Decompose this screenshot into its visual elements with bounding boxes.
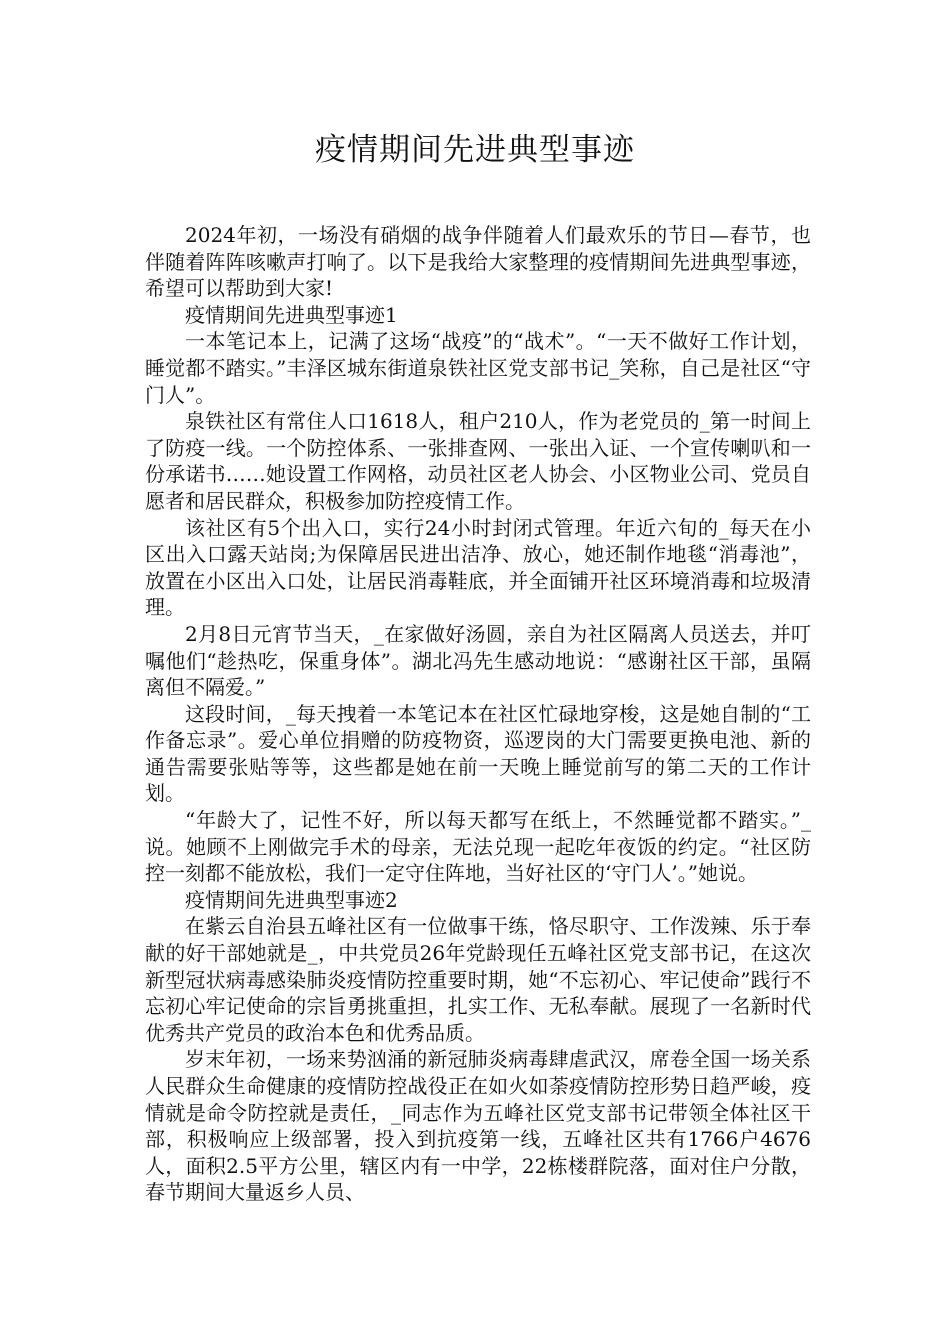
- section-heading-1: 疫情期间先进典型事迹1: [185, 302, 398, 327]
- intro-paragraph: 2024年初，一场没有硝烟的战争伴随着人们最欢乐的节日—春节，也伴随着阵阵咳嗽声打响了。以下是我给大家整理的疫情期间先进典型事迹，希望可以帮助到大家!: [145, 223, 811, 301]
- section-heading-2: 疫情期间先进典型事迹2: [185, 887, 398, 912]
- document-body: [145, 222, 811, 1206]
- body-paragraph: 在紫云自治县五峰社区有一位做事干练，恪尽职守、工作泼辣、乐于奉献的好干部她就是_，中共党员26年党龄现任五峰社区党支部书记，在这次新型冠状病毒感染肺炎疫情防控重要时期，她“不忘初心、牢记使命”践行不忘初心牢记使命的宗旨勇挑重担，扎实工作、无私奉献。展现了一名新时代优秀共产党员的政治本色和优秀品质。: [145, 914, 811, 1045]
- body-paragraph: 岁末年初，一场来势汹涌的新冠肺炎病毒肆虐武汉，席卷全国一场关系人民群众生命健康的疫情防控战役正在如火如荼疫情防控形势日趋严峻，疫情就是命令防控就是责任，_同志作为五峰社区党支部书记带领全体社区干部，积极响应上级部署，投入到抗疫第一线，五峰社区共有1766户4676人，面积2.5平方公里，辖区内有一中学，22栋楼群院落，面对住户分散，春节期间大量返乡人员、: [145, 1047, 811, 1205]
- body-paragraph: 该社区有5个出入口，实行24小时封闭式管理。年近六旬的_每天在小区出入口露天站岗;为保障居民进出洁净、放心，她还制作地毯“消毒池”，放置在小区出入口处，让居民消毒鞋底，并全面铺开社区环境消毒和垃圾清理。: [145, 515, 811, 620]
- body-paragraph: 泉铁社区有常住人口1618人，租户210人，作为老党员的_第一时间上了防疫一线。一个防控体系、一张排查网、一张出入证、一个宣传喇叭和一份承诺书……她设置工作网格，动员社区老人协会、小区物业公司、党员自愿者和居民群众，积极参加防控疫情工作。: [145, 409, 811, 513]
- body-paragraph: “年龄大了，记性不好，所以每天都写在纸上，不然睡觉都不踏实。”_说。她顾不上刚做完手术的母亲，无法兑现一起吃年夜饭的约定。“社区防控一刻都不能放松，我们一定守住阵地，当好社区的‘守门人’。”她说。: [145, 808, 811, 886]
- body-paragraph: 一本笔记本上，记满了这场“战疫”的“战术”。“一天不做好工作计划，睡觉都不踏实。”丰泽区城东街道泉铁社区党支部书记_笑称，自己是社区“守门人”。: [145, 329, 811, 407]
- document-title: 疫情期间先进典型事迹: [315, 132, 635, 168]
- body-paragraph: 这段时间，_每天拽着一本笔记本在社区忙碌地穿梭，这是她自制的“工作备忘录”。爱心单位捐赠的防疫物资，巡逻岗的大门需要更换电池、新的通告需要张贴等等，这些都是她在前一天晚上睡觉前写的第二天的工作计划。: [145, 701, 811, 806]
- body-paragraph: 2月8日元宵节当天，_在家做好汤圆，亲自为社区隔离人员送去，并叮嘱他们“趁热吃，保重身体”。湖北冯先生感动地说：“感谢社区干部，虽隔离但不隔爱。”: [145, 621, 811, 700]
